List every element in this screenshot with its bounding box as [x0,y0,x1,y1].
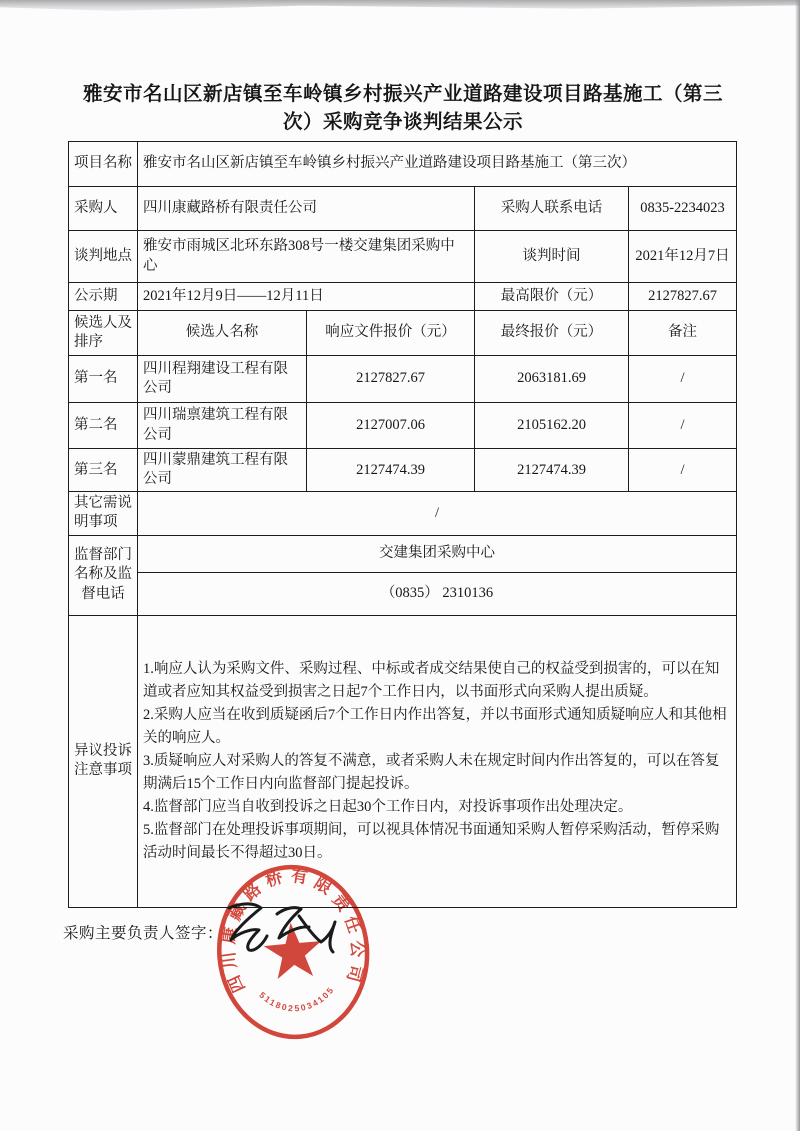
objection-row [69,615,737,907]
candidate-2-rank: 第二名 [69,403,138,449]
publicity-period-label: 公示期 [69,283,138,311]
purchaser-label: 采购人 [69,187,138,231]
candidate-3-final-price: 2127474.39 [475,449,629,492]
candidate-3-response-price: 2127474.39 [307,449,475,492]
other-notes-label: 其它需说明事项 [69,492,138,535]
scan-torn-edge-top [0,0,800,14]
supervision-department: 交建集团采购中心 [138,535,737,572]
other-notes-value: / [138,492,737,535]
candidate-3-remark: / [629,449,737,492]
table-row [69,231,737,283]
candidate-1-rank: 第一名 [69,356,138,403]
table-row [69,283,737,311]
max-price-label: 最高限价（元） [475,283,629,311]
supervision-phone: （0835） 2310136 [138,572,737,615]
candidate-row-3 [69,449,737,492]
result-table [68,141,737,908]
publicity-period-value: 2021年12月9日——12月11日 [138,283,475,311]
page-title-line1: 雅安市名山区新店镇至车岭镇乡村振兴产业道路建设项目路基施工（第三 [82,83,723,105]
objection-item-5: 5.监督部门在处理投诉事项期间，可以视具体情况书面通知采购人暂停采购活动，暂停采购活动时间最长不得超过30日。 [143,821,720,861]
candidate-1-name: 四川程翔建设工程有限公司 [138,356,307,403]
candidate-1-remark: / [629,356,737,403]
candidate-row-2 [69,403,737,449]
candidates-final-price-header: 最终报价（元） [475,311,629,356]
candidate-row-1 [69,356,737,403]
candidate-3-name: 四川蒙鼎建筑工程有限公司 [138,449,307,492]
candidate-2-name: 四川瑞禀建筑工程有限公司 [138,403,307,449]
candidate-2-remark: / [629,403,737,449]
signature-handwriting [221,894,345,964]
seal-serial-number: 5118025034105 [257,984,337,1014]
seal-company-text: 四川康藏路桥有限责任公司 [219,866,367,996]
supervision-row [69,535,737,572]
scan-edge-right [795,0,800,1131]
candidate-1-response-price: 2127827.67 [307,356,475,403]
candidate-1-final-price: 2063181.69 [475,356,629,403]
project-name-label: 项目名称 [69,142,138,187]
signature-label: 采购主要负责人签字： [63,925,224,942]
objection-item-2: 2.采购人应当在收到质疑函后7个工作日内作出答复，并以书面形式通知质疑响应人和其他相关的响应人。 [143,706,727,746]
table-row [69,187,737,231]
objection-item-4: 4.监督部门应当自收到投诉之日起30个工作日内，对投诉事项作出处理决定。 [143,798,633,815]
candidates-header-row [69,311,737,356]
supervision-label: 监督部门名称及监督电话 [69,535,138,615]
candidates-response-price-header: 响应文件报价（元） [307,311,475,356]
page-title [64,81,742,136]
candidates-rank-header: 候选人及排序 [69,311,138,356]
negotiation-place-label: 谈判地点 [69,231,138,283]
objection-label: 异议投诉注意事项 [69,615,138,907]
project-name-value: 雅安市名山区新店镇至车岭镇乡村振兴产业道路建设项目路基施工（第三次） [138,142,737,187]
purchaser-value: 四川康藏路桥有限责任公司 [138,187,475,231]
supervision-phone-row [69,572,737,615]
max-price-value: 2127827.67 [629,283,737,311]
table-row [69,142,737,187]
candidate-3-rank: 第三名 [69,449,138,492]
purchaser-phone-value: 0835-2234023 [629,187,737,231]
negotiation-place-value: 雅安市雨城区北环东路308号一楼交建集团采购中心 [138,231,475,283]
candidate-2-response-price: 2127007.06 [307,403,475,449]
page-title-line2: 次）采购竞争谈判结果公示 [282,110,523,133]
candidates-name-header: 候选人名称 [138,311,307,356]
other-notes-row [69,492,737,535]
candidates-remark-header: 备注 [629,311,737,356]
purchaser-phone-label: 采购人联系电话 [475,187,629,231]
objection-item-1: 1.响应人认为采购文件、采购过程、中标或者成交结果使自己的权益受到损害的，可以在知道或者应知其权益受到损害之日起7个工作日内，以书面形式向采购人提出质疑。 [143,660,720,700]
objection-content [138,615,737,907]
objection-item-3: 3.质疑响应人对采购人的答复不满意，或者采购人未在规定时间内作出答复的，可以在答复期满后15个工作日内向监督部门提起投诉。 [143,752,720,792]
negotiation-time-label: 谈判时间 [475,231,629,283]
negotiation-time-value: 2021年12月7日 [629,231,737,283]
candidate-2-final-price: 2105162.20 [475,403,629,449]
